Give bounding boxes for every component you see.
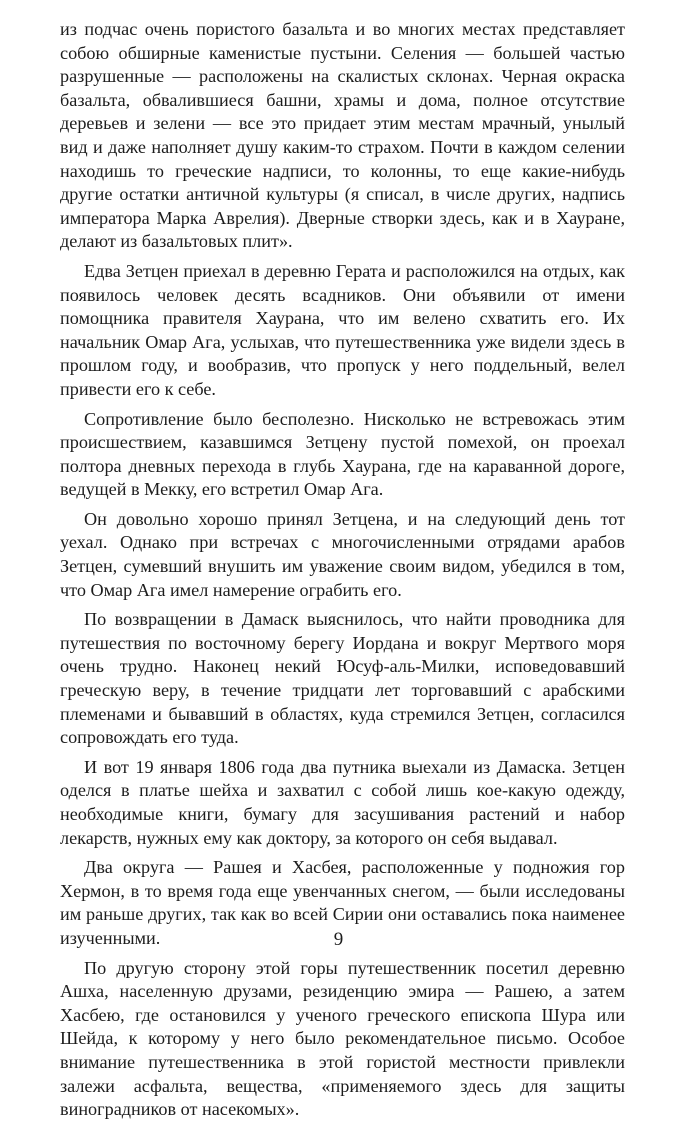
paragraph-4: Он довольно хорошо принял Зетцена, и на следующий день тот уехал. Однако при встречах с многочисленными отрядами арабов Зетцен, сумевший внушить им уважение своим видом, убедился в том, что Омар Ага имел намерение ограбить его. bbox=[60, 508, 625, 600]
paragraph-3: Сопротивление было бесполезно. Нисколько не встревожась этим происшествием, казавшимся Зетцену пустой помехой, он проехал полтора дневных перехода в глубь Хаурана, где на караванной дороге, ведущей в Мекку, его встретил Омар Ага. bbox=[60, 408, 625, 500]
paragraph-6: И вот 19 января 1806 года два путника выехали из Дамаска. Зетцен оделся в платье шейха и захватил с собой лишь кое-какую одежду, необходимые книги, бумагу для засушивания растений и набор лекарств, нужных ему как доктору, за которого он себя выдавал. bbox=[60, 756, 625, 848]
paragraph-5: По возвращении в Дамаск выяснилось, что найти проводника для путешествия по восточному берегу Иордана и вокруг Мертвого моря очень трудно. Наконец некий Юсуф-аль-Милки, исповедовавший греческую веру, в течение тридцати лет торговавший с арабскими племенами и бывавший в областях, куда стремился Зетцен, согласился сопровождать его туда. bbox=[60, 609, 625, 748]
paragraph-7: Два округа — Рашея и Хасбея, расположенные у подножия гор Хермон, в то время года еще увенчанных снегом, — были исследованы им раньше других, так как во всей Сирии они оставались пока наименее изученными. bbox=[60, 857, 625, 948]
page-body bbox=[60, 18, 625, 1128]
paragraph-2: Едва Зетцен приехал в деревню Герата и расположился на отдых, как появилось человек десять всадников. Они объявили от имени помощника правителя Хаурана, что им велено схватить его. Их начальник Омар Ага, услыхав, что путешественника уже видели здесь в прошлом году, и вообразив, что пропуск у него поддельный, велел привести его к себе. bbox=[60, 260, 625, 399]
paragraph-1: из подчас очень пористого базальта и во многих местах представляет собою обширные каменистые пустыни. Селения — большей частью разрушенные — расположены на скалистых склонах. Черная окраска базальта, обвалившиеся башни, храмы и дома, полное отсутствие деревьев и зелени — все это придает этим местам мрачный, унылый вид и даже наполняет душу каким-то страхом. Почти в каждом селении находишь то греческие надписи, то колонны, то еще какие-нибудь другие остатки античной культуры (я списал, в числе других, надпись императора Марка Аврелия). Дверные створки здесь, как и в Хауране, делают из базальтовых плит». bbox=[60, 19, 625, 252]
paragraph-8: По другую сторону этой горы путешественник посетил деревню Ашха, населенную друзами, резиденцию эмира — Рашею, а затем Хасбею, где остановился у ученого греческого епископа Шура или Шейда, к которому у него было рекомендательное письмо. Особое внимание путешественника в этой гористой местности привлекли залежи асфальта, вещества, «применяемого здесь для защиты виноградников от насекомых». bbox=[60, 957, 625, 1120]
page-number: 9 bbox=[333, 929, 344, 950]
